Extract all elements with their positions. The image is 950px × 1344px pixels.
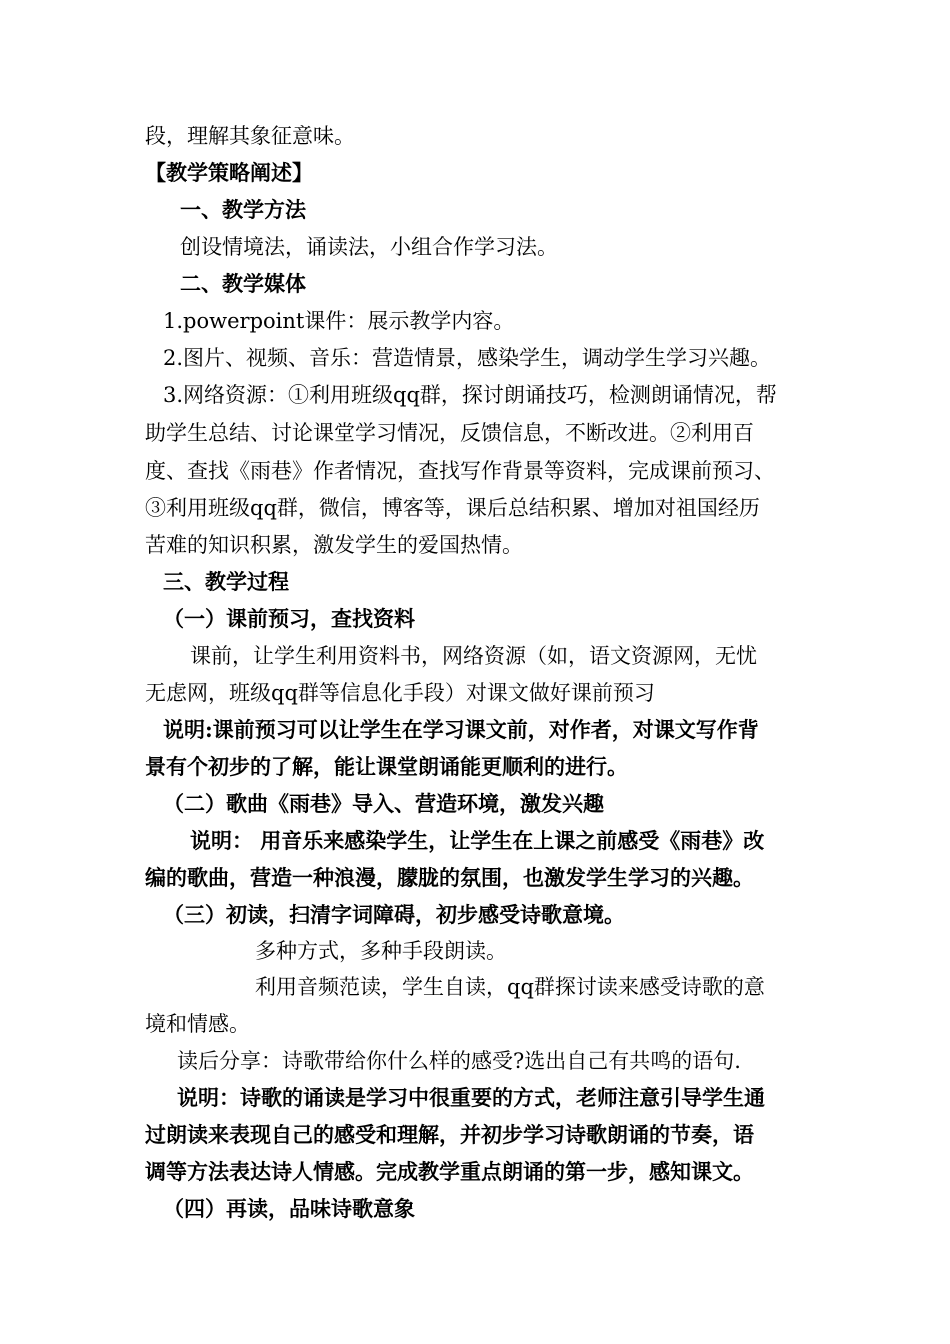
- section-heading: 【教学策略阐述】: [145, 160, 313, 185]
- text-line: 1.powerpoint课件：展示教学内容。: [163, 309, 515, 333]
- step-heading: （四）再读，品味诗歌意象: [163, 1196, 415, 1221]
- note-line: 调等方法表达诗人情感。完成教学重点朗诵的第一步，感知课文。: [145, 1159, 754, 1184]
- step-heading: （三）初读，扫清字词障碍，初步感受诗歌意境。: [163, 902, 625, 927]
- text-line: 无虑网，班级qq群等信息化手段）对课文做好课前预习: [145, 681, 655, 705]
- text-line: 读后分享：诗歌带给你什么样的感受?选出自己有共鸣的语句.: [177, 1049, 741, 1073]
- note-line: 说明：诗歌的诵读是学习中很重要的方式，老师注意引导学生通: [177, 1085, 765, 1110]
- text-line: 利用音频范读，学生自读，qq群探讨读来感受诗歌的意: [255, 975, 765, 999]
- text-line: 苦难的知识积累，激发学生的爱国热情。: [145, 533, 523, 557]
- text-line: 2.图片、视频、音乐：营造情景，感染学生，调动学生学习兴趣。: [163, 346, 772, 370]
- subsection-heading: 二、教学媒体: [180, 271, 306, 296]
- text-line: ③利用班级qq群，微信，博客等，课后总结积累、增加对祖国经历: [145, 496, 760, 520]
- note-line: 说明： 用音乐来感染学生，让学生在上课之前感受《雨巷》改: [190, 828, 765, 853]
- text-line: 境和情感。: [145, 1012, 250, 1036]
- step-heading: （一）课前预习，查找资料: [163, 606, 415, 631]
- subsection-heading: 三、教学过程: [163, 569, 289, 594]
- subsection-heading: 一、教学方法: [180, 197, 306, 222]
- note-line: 编的歌曲，营造一种浪漫，朦胧的氛围，也激发学生学习的兴趣。: [145, 865, 754, 890]
- text-line: 多种方式，多种手段朗读。: [255, 939, 507, 963]
- note-line: 景有个初步的了解，能让课堂朗诵能更顺利的进行。: [145, 754, 628, 779]
- note-line: 说明:课前预习可以让学生在学习课文前，对作者，对课文写作背: [163, 717, 759, 742]
- text-line: 度、查找《雨巷》作者情况，查找写作背景等资料，完成课前预习、: [145, 459, 775, 483]
- text-line: 段，理解其象征意味。: [145, 124, 355, 148]
- step-heading: （二）歌曲《雨巷》导入、营造环境，激发兴趣: [163, 791, 604, 816]
- note-line: 过朗读来表现自己的感受和理解，并初步学习诗歌朗诵的节奏，语: [145, 1122, 754, 1147]
- text-line: 助学生总结、讨论课堂学习情况，反馈信息，不断改进。②利用百: [145, 421, 754, 445]
- text-line: 创设情境法，诵读法，小组合作学习法。: [180, 235, 558, 259]
- text-line: 3.网络资源：①利用班级qq群，探讨朗诵技巧，检测朗诵情况，帮: [163, 383, 777, 407]
- text-line: 课前，让学生利用资料书，网络资源（如，语文资源网，无忧: [190, 644, 757, 668]
